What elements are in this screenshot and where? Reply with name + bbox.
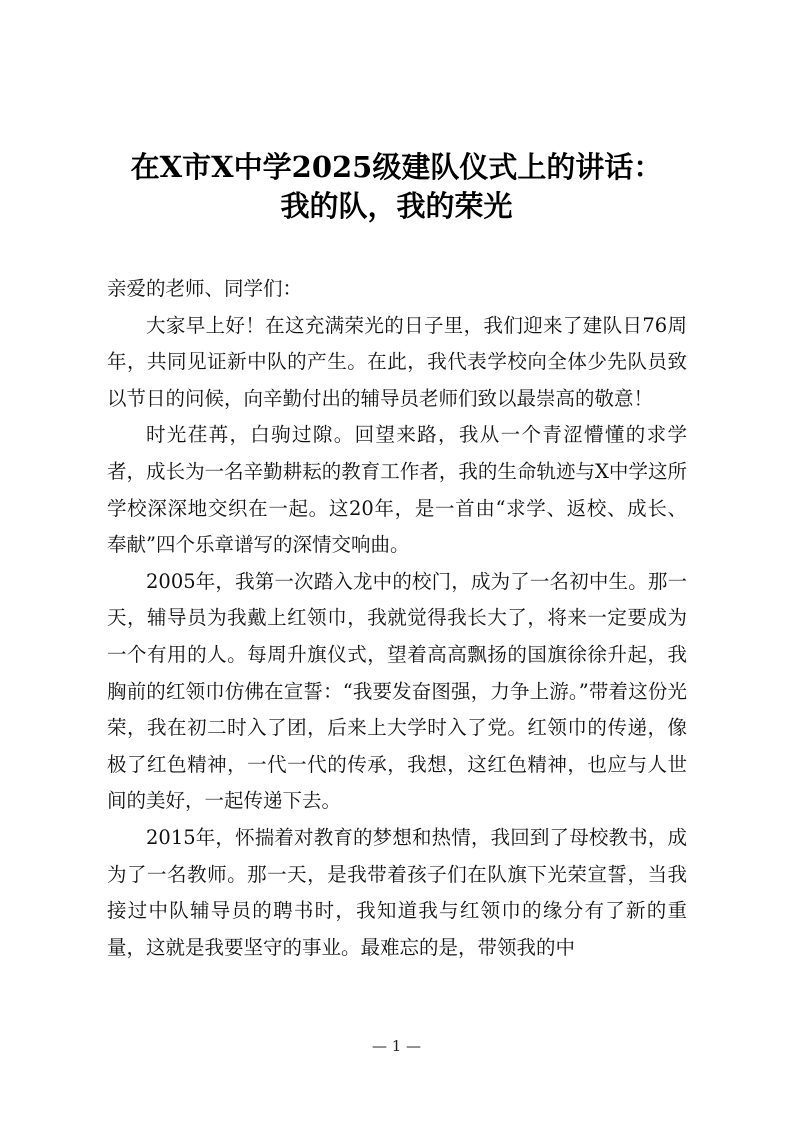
page-number: — 1 —	[371, 1037, 422, 1055]
paragraph-2005: 2005年，我第一次踏入龙中的校门，成为了一名初中生。那一天，辅导员为我戴上红领巾，我就觉得我长大了，将来一定要成为一个有用的人。每周升旗仪式，望着高高飘扬的国旗徐徐升起，我胸前的红领巾仿佛在宣誓：“我要发奋图强，力争上游。”带着这份光荣，我在初二时入了团，后来上大学时入了党。红领巾的传递，像极了红色精神，一代一代的传承，我想，这红色精神，也应与人世间的美好，一起传递下去。	[107, 569, 687, 813]
paragraph-greeting: 大家早上好！在这充满荣光的日子里，我们迎来了建队日76周年，共同见证新中队的产生。在此，我代表学校向全体少先队员致以节日的问候，向辛勤付出的辅导员老师们致以最崇高的敬意！	[107, 313, 687, 410]
document-body	[107, 271, 687, 966]
paragraph-reflection: 时光荏苒，白驹过隙。回望来路，我从一个青涩懵懂的求学者，成长为一名辛勤耕耘的教育工作者，我的生命轨迹与X中学这所学校深深地交织在一起。这20年，是一首由“求学、返校、成长、奉献”四个乐章谱写的深情交响曲。	[107, 423, 687, 557]
title-line-2: 我的队，我的荣光	[280, 189, 513, 223]
title-line-1: 在X市X中学2025级建队仪式上的讲话：	[130, 150, 663, 184]
salutation: 亲爱的老师、同学们：	[107, 277, 303, 300]
document-title	[80, 148, 713, 226]
paragraph-2015: 2015年，怀揣着对教育的梦想和热情，我回到了母校教书，成为了一名教师。那一天，是我带着孩子们在队旗下光荣宣誓，当我接过中队辅导员的聘书时，我知道我与红领巾的缘分有了新的重量，这就是我要坚守的事业。最难忘的是，带领我的中	[107, 825, 687, 959]
